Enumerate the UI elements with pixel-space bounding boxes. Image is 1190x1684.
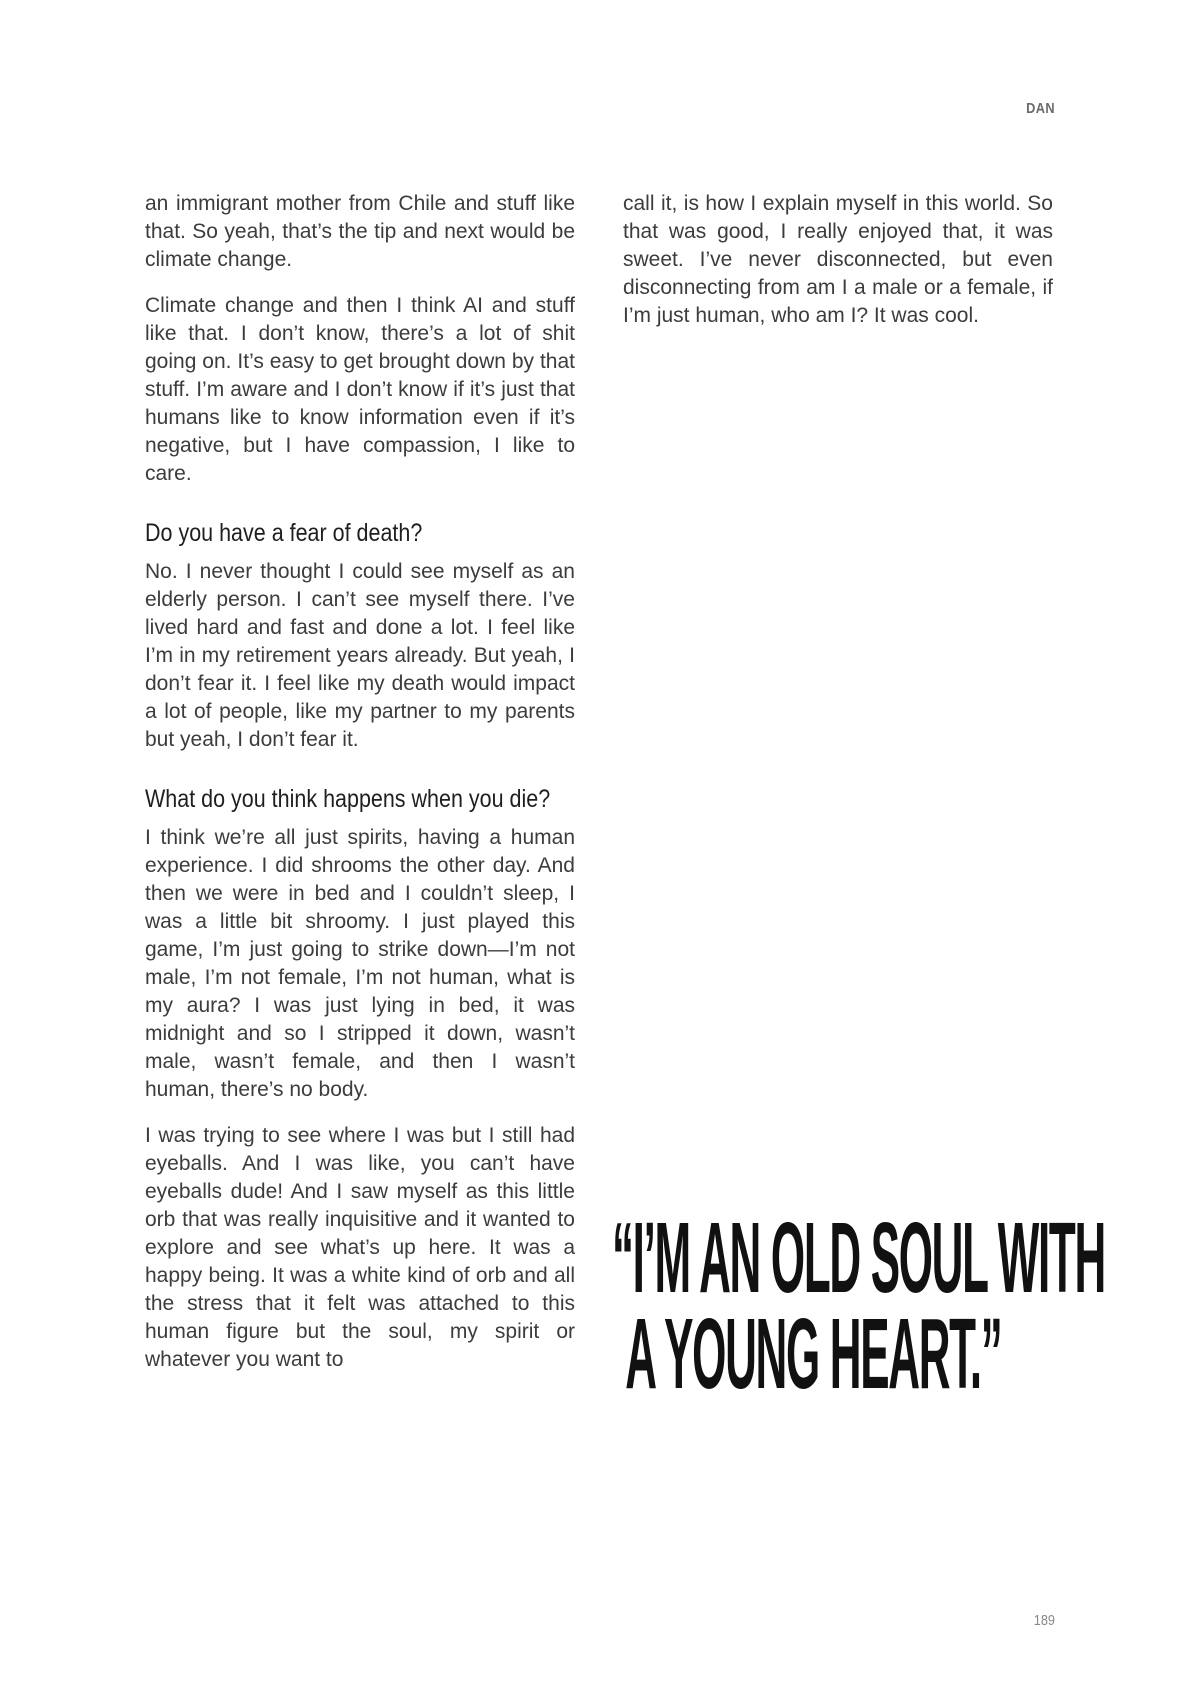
body-paragraph: call it, is how I explain myself in this world. So that was good, I really enjoyed that, it was sweet. I’ve never disconnected, but even disconnecting from am I a male or a female, if I’m just human, who am I? It was cool. xyxy=(623,192,1053,327)
interview-question: Do you have a fear of death? xyxy=(145,519,423,547)
body-paragraph: No. I never thought I could see myself as an elderly person. I can’t see myself there. I’ve lived hard and fast and done a lot. I feel like I’m in my retirement years already. But yeah, I don’t fear it. I feel like my death would impact a lot of people, like my partner to my parents but yeah, I don’t fear it. xyxy=(145,560,575,751)
right-column xyxy=(623,190,1053,348)
pull-quote xyxy=(612,1202,1105,1410)
page-number: 189 xyxy=(1033,1612,1055,1629)
interview-question: What do you think happens when you die? xyxy=(145,785,551,813)
body-paragraph: Climate change and then I think AI and stuff like that. I don’t know, there’s a lot of shit going on. It’s easy to get brought down by that stuff. I’m aware and I don’t know if it’s just that humans like to know information even if it’s negative, but I have compassion, I like to care. xyxy=(145,294,575,485)
pull-quote-line: “I’M AN OLD SOUL WITH xyxy=(612,1202,1105,1314)
body-paragraph: I think we’re all just spirits, having a human experience. I did shrooms the other day. And then we were in bed and I couldn’t sleep, I was a little bit shroomy. I just played this game, I’m just going to strike down—I’m not male, I’m not female, I’m not human, what is my aura? I was just lying in bed, it was midnight and so I stripped it down, wasn’t male, wasn’t female, and then I wasn’t human, there’s no body. xyxy=(145,826,575,1101)
body-paragraph: an immigrant mother from Chile and stuff like that. So yeah, that’s the tip and next would be climate change. xyxy=(145,192,575,271)
pull-quote-line: A YOUNG HEART.” xyxy=(625,1298,1002,1410)
body-paragraph: I was trying to see where I was but I still had eyeballs. And I was like, you can’t have eyeballs dude! And I saw myself as this little orb that was really inquisitive and it wanted to explore and see what’s up here. It was a happy being. It was a white kind of orb and all the stress that it felt was attached to this human figure but the soul, my spirit or whatever you want to xyxy=(145,1124,575,1371)
left-column xyxy=(145,190,575,1392)
running-head: DAN xyxy=(1026,100,1055,117)
